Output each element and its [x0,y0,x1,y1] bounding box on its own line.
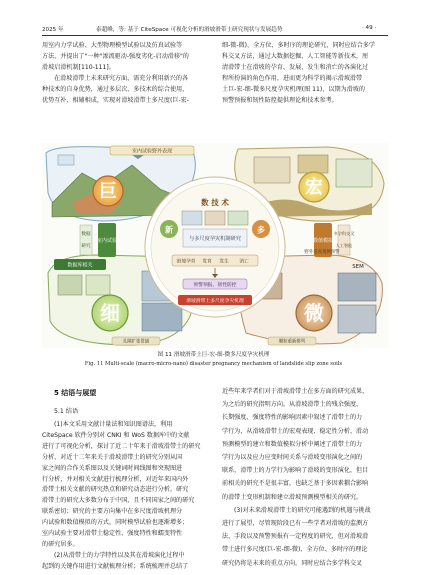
left-top-banner-label: 数据库相关 [67,262,93,269]
text-line: 学行为以及应力应变时间关系与滑坡变形演化之间的 [222,454,363,462]
text-line: 程所扮演的角色作用，进而更为科学的揭示滑坡滑带 [222,75,363,83]
text-line: 室内试验主要对滑带土稳定性、强度特性和蠕变特性 [42,530,183,538]
text-line: 联系，滑带土的力学行为影响了滑坡的变形演化，但目 [222,467,369,475]
text-line: 滑坡启滑机制[110-111]。 [42,64,115,72]
text-line: 带土进行多尺度(巨-宏-细-微)、全方位、多时序的理论 [222,546,368,554]
text-line: 分析，对近十二年来关于滑坡滑带土的研究分别从国 [42,453,183,461]
text-line: 进行了展望，尽管现阶段已有一些学者对滑坡的监测方 [222,520,369,528]
text-line: 法、手段以及预警预报有一定程度的研究，但对滑坡滑 [222,533,369,541]
bottom-left-banner-label: 孔隙扩张贯通 [122,339,150,345]
chain-step-2: 发育 [202,259,212,265]
macro-label: 巨 [99,181,117,202]
central-mechanism-diagram [145,177,285,317]
text-line: 近些年来学者们对于滑坡滑带土在多方面的研究成果， [222,388,369,395]
nano-label: 微 [304,301,324,325]
text-line: 方法，并提出了"一种"渗流驱动-强度劣化-启动滑移"的 [42,53,189,61]
text-line: 优势互补、相辅相成，实现对滑坡滑带土多尺度(巨-宏- [42,97,189,105]
text-line: 研究仍将是未来的重点方向。同时应结合多学科交叉 [222,559,363,567]
sem-label: SEM [352,264,364,270]
header-rule [42,35,388,36]
bottom-right-banner-label: 颗粒重新排列 [278,339,306,345]
top-banner-label: 室内试验野外表现 [131,148,173,155]
text-line: 为之后的研究指明方向。从滑坡滑带土的残余强度、 [222,401,363,409]
text-line: 长期强度、强度特性的影响因素中叙述了滑带土的力 [222,414,363,422]
chain-step-1: 滑坡孕育 [176,259,196,265]
chain-step-3: 发生 [219,259,229,265]
header-page-number: · 49 · [362,25,377,31]
text-line: 联系密切；研究的主要方向集中在多尺度滑坡机理分 [42,508,183,516]
section-title: 5 结语与展望 [54,389,97,397]
text-line: 的研究居多。 [42,540,79,548]
left-side-label-2: 研究 [81,244,91,249]
grid-label: 与多尺度孕灾机制研究 [189,236,241,242]
text-line: 滑带土的研究大多数分布于中国，且不同国家之间的研究 [42,497,195,505]
text-line: 前相关的研究不是很丰富，也缺乏基于多因素耦合影响 [222,480,369,488]
bottom-left-column [42,420,208,573]
text-line: 内试验和数值模拟的方式，同时模型试验也逐渐增多； [42,519,189,527]
right-side-label-1: 多学科交叉 [333,231,355,236]
text-line: 用室内力学试验、大型物理模型试验以及仿真试验等 [42,42,183,49]
text-line: 起到的关键作用进行文献梳理分析；系统梳理并总结了 [42,562,189,570]
chain-step-4: 消亡 [239,259,249,265]
left-side-labels [80,223,117,257]
text-line: 科交叉方法，通过大数据挖掘、人工智能等新技术，厘 [222,53,369,61]
core-left-label: 新 [165,225,173,235]
text-line: 在滑坡滑带土未来研究方面，需充分利用新兴的各 [54,75,189,83]
micro-label: 细 [100,301,120,325]
bottom-right-column [222,385,388,570]
technique-thumbnail [182,211,202,225]
figure-caption-cn: 图 11 滑坡滑带土巨-宏-细-微多尺度孕灾机理 [157,352,270,358]
text-line: 预警预报和韧性防控提供理论和技术参考。 [222,97,338,105]
figure-11-diagram [42,143,388,348]
text-line: 进行了可视化分析，探讨了近二十年来于滑坡滑带土的研究 [42,442,201,450]
text-line: 预测模型的建立和数值模拟分析中阐述了滑带土的力 [222,440,363,448]
core-title: 数 技 术 [201,198,229,207]
core-right-label: 多 [257,225,265,235]
text-line: CiteSpace 软件分别对 CNKI 和 WoS 数据库中的文献 [42,431,190,439]
technique-thumbnail [205,211,225,225]
text-line: 滑带土相关文献的研究热点和研究动态进行分析，研究 [42,486,189,494]
text-line: (1)本文采用文献计量法和知识图谱法，利用 [54,421,173,428]
left-banner-label: 室内试验 [96,238,118,244]
left-side-label-1: 数据 [81,232,91,237]
text-line: 种技术的自身优势，通过多层次、多技术的综合使用， [42,86,189,94]
header-running-title: 泰超峰，等: 基于 CiteSpace 可视化分析的滑坡滑带土研究现状与发展趋势 [96,27,283,33]
right-side-label-2: 人工智能 [335,243,353,248]
bottom-banner-label: 野外巡查观测预警 [304,250,340,255]
text-line: (3)对未来滑坡滑带土的研究可能遇到的机遇与挑战 [234,506,371,514]
text-line: 清滑带土在滑坡的孕育、发展、发生和消亡的各演化过 [222,64,369,72]
text-line: 细-微-微)、全方位、多时序的理论研究，同时应结合多学 [222,42,376,49]
text-line: 家之间的合作关系图以及关键词时间线图和突现图进 [42,464,183,472]
text-line: (2)从滑带土的力学特性以及其在滑坡演化过程中 [54,551,185,559]
top-right-column [222,40,388,107]
bottom-box-label: 预警预报、韧性防控 [193,283,237,288]
bottom-caption-label: 滑坡滑带土多尺度孕灾机理 [186,299,244,304]
subsection-title: 5.1 结语 [54,408,79,415]
figure-caption-en: Fig. 11 Multi-scale (macro-micro-nano) disaster pregnancy mechanism of landslide slip zone soils [84,361,343,367]
meso-label: 宏 [305,177,323,198]
text-line: 行分析，并对相关文献进行梳理分析，对近年来国内外 [42,475,189,483]
top-left-column [42,40,208,107]
technique-thumbnail [228,211,248,225]
header-year: 2025 年 [42,27,64,33]
text-line: 的滑带土变形机制和建立滑坡预测模型相关的研究。 [222,493,363,501]
right-banner-label: 数值模拟 [312,238,334,244]
text-line: 土巨-宏-细-微多尺度孕灾机理(图 11)，以期为滑坡的 [222,86,365,94]
text-line: 学行为，从滑坡滑带土的宏观表现、稳定性分析、滑动 [222,427,369,435]
